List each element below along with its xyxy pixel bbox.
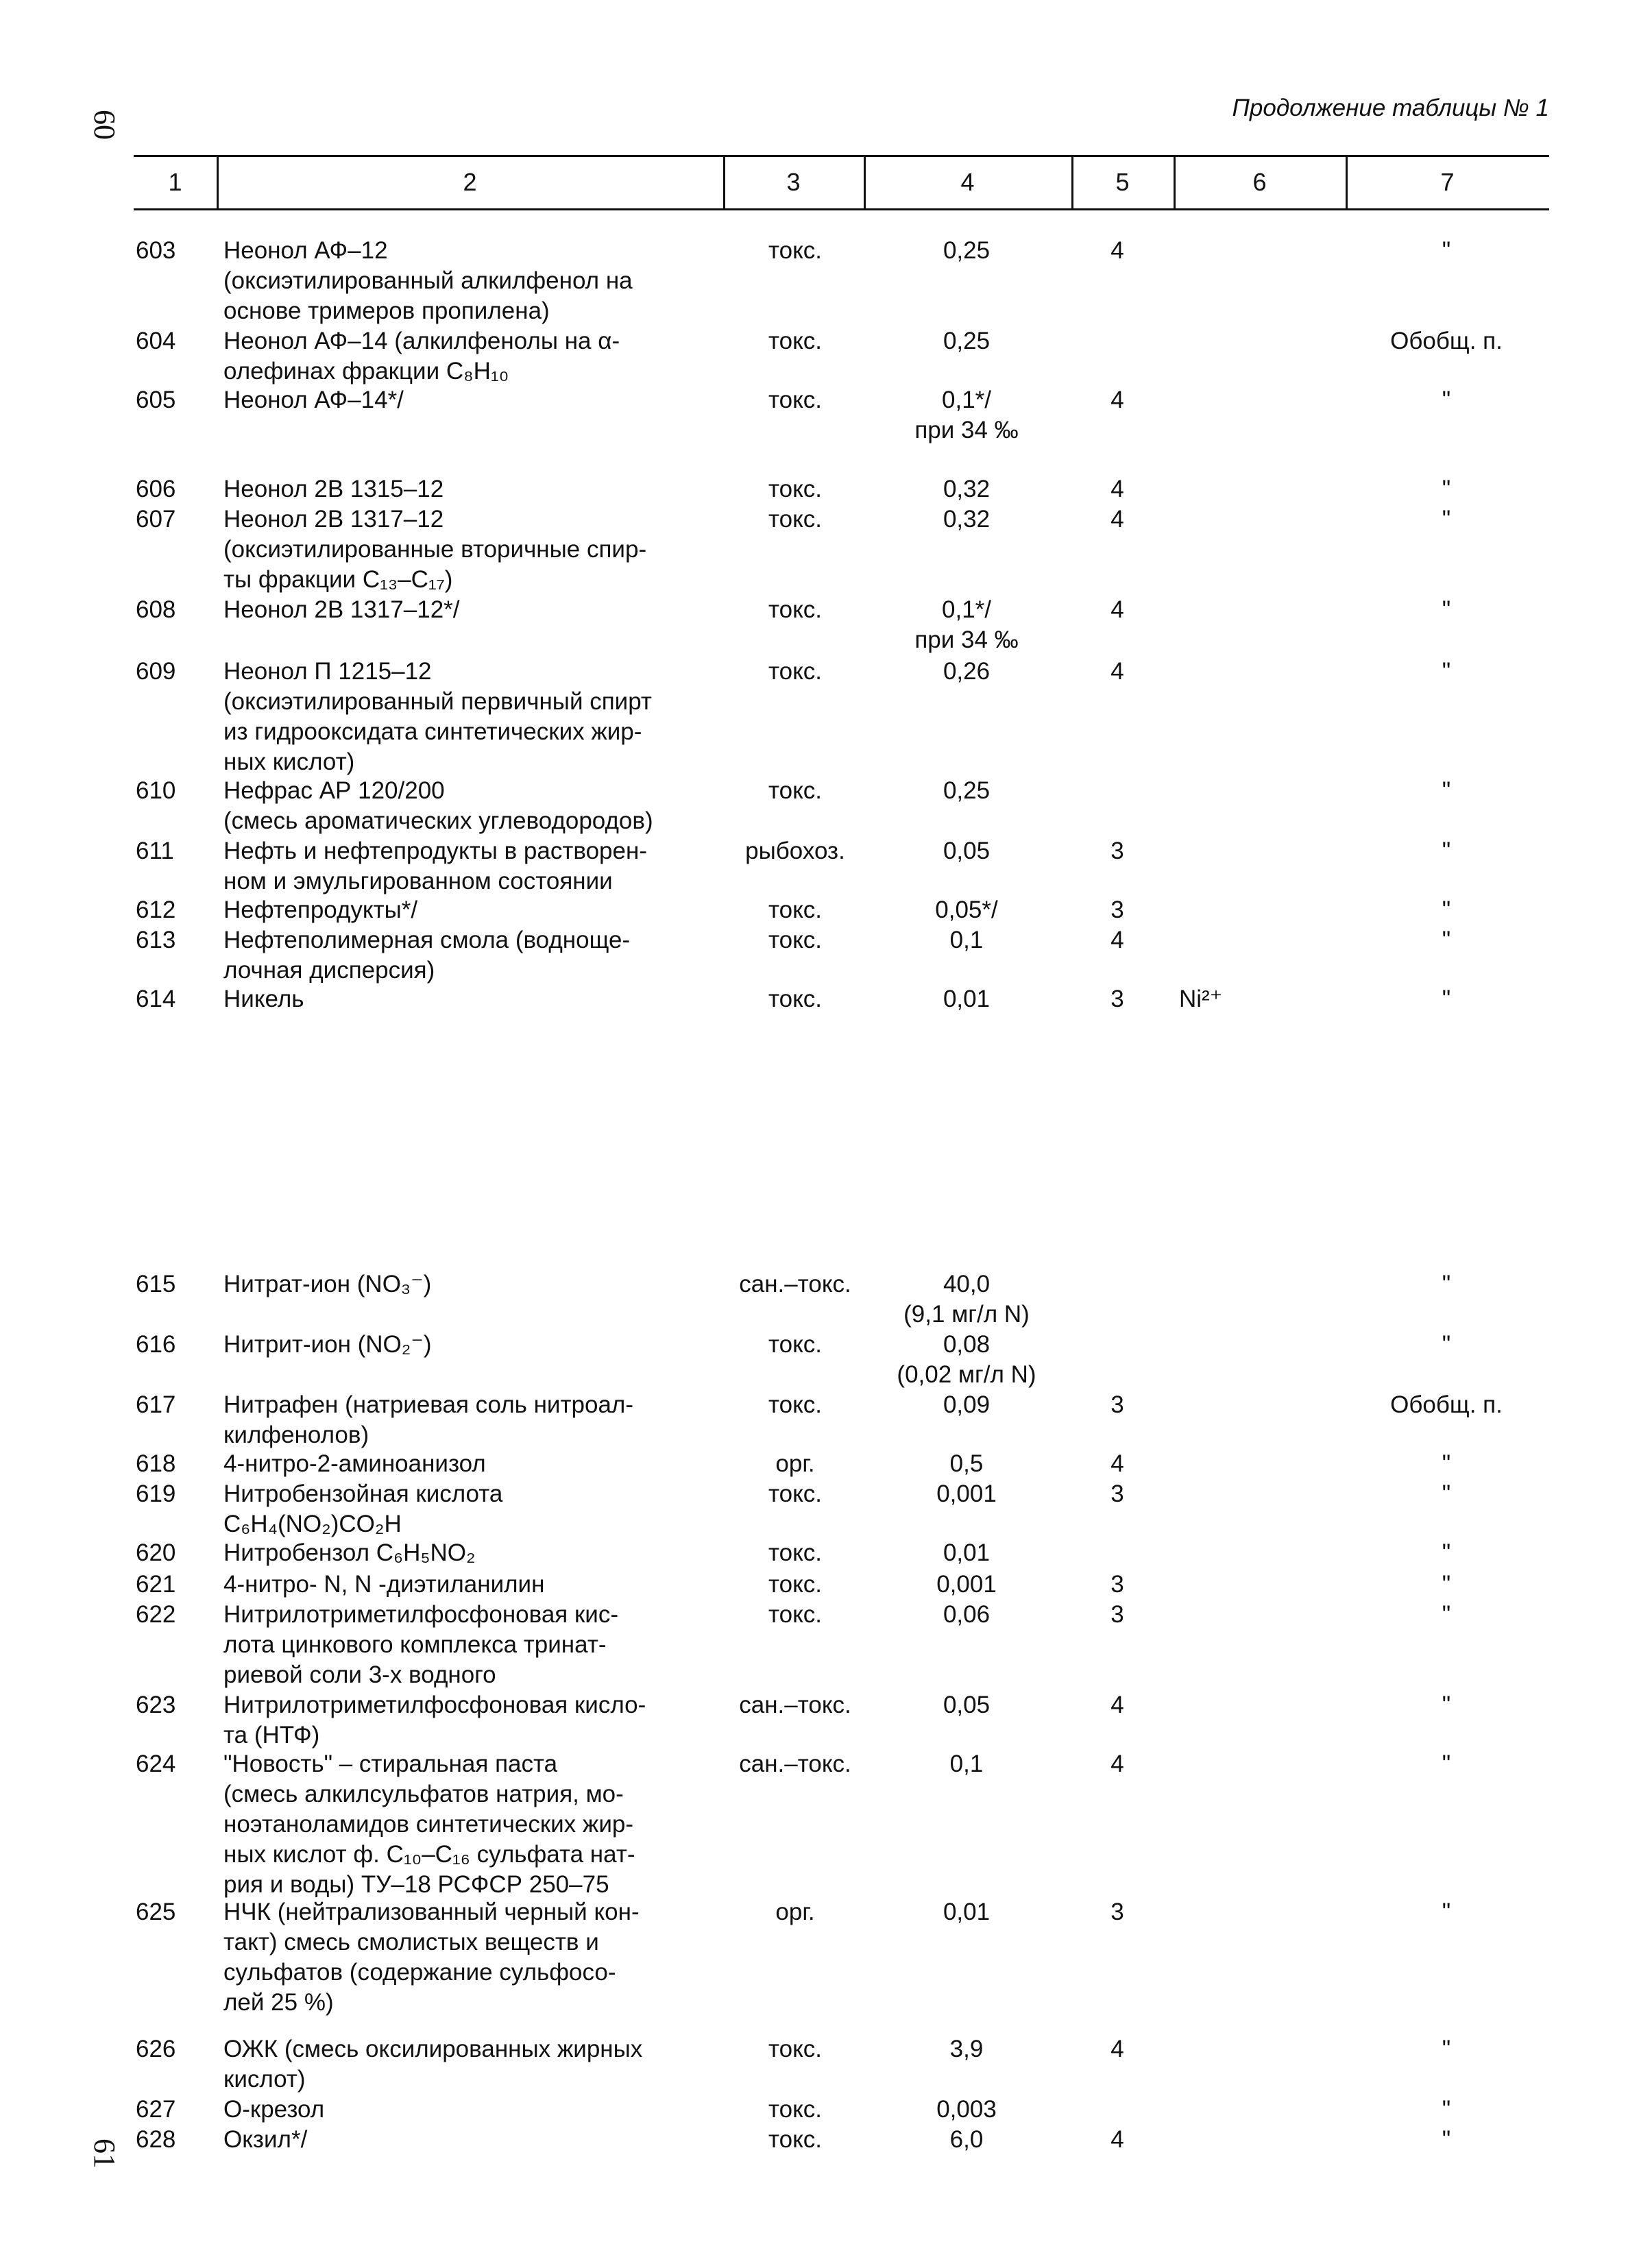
hazard-class: 4	[1110, 2036, 1124, 2062]
hazard-class: 4	[1110, 596, 1124, 623]
row-number: 627	[136, 2096, 176, 2123]
page-number-bottom: 61	[88, 2138, 121, 2169]
hazard-indicator: сан.–токс.	[739, 1271, 851, 1297]
method-note: "	[1442, 2126, 1451, 2153]
row-number: 625	[136, 1899, 176, 1925]
hazard-indicator: токс.	[768, 658, 823, 685]
hazard-class: 4	[1110, 2126, 1124, 2153]
method-note: Обобщ. п.	[1390, 328, 1503, 354]
method-note: "	[1442, 506, 1451, 533]
method-note: "	[1442, 1331, 1451, 1358]
concentration-line: 0,05	[943, 1692, 991, 1718]
substance-name-line: Никель	[223, 986, 304, 1012]
concentration-line: 0,25	[943, 328, 991, 354]
method-note: "	[1442, 658, 1451, 685]
hazard-class: 4	[1110, 506, 1124, 533]
substance-name-line: (смесь алкилсульфатов натрия, мо-	[223, 1781, 624, 1807]
substance-name-line: 4-нитро- N, N -диэтиланилин	[223, 1571, 545, 1598]
substance-name	[223, 1538, 717, 1568]
column-header-7: 7	[1440, 168, 1455, 196]
substance-name	[223, 1749, 717, 1900]
hazard-class: 4	[1110, 1450, 1124, 1477]
concentration-line: 0,25	[943, 777, 991, 804]
hazard-indicator: токс.	[768, 777, 823, 804]
substance-name-line: Нитрат-ион (NO₃⁻)	[223, 1271, 432, 1297]
substance-name	[223, 1600, 717, 1690]
substance-name-line: (смесь ароматических углеводородов)	[223, 807, 653, 834]
substance-name-line: Нитрилотриметилфосфоновая кисло-	[223, 1692, 646, 1718]
concentration-value	[864, 1570, 1069, 1600]
header-rule-top	[134, 155, 1549, 157]
substance-name	[223, 1479, 717, 1539]
concentration-value	[864, 1479, 1069, 1509]
hazard-indicator: токс.	[768, 1539, 823, 1566]
substance-name-line: Неонол АФ–14 (алкилфенолы на α-	[223, 328, 620, 354]
concentration-value	[864, 1449, 1069, 1479]
hazard-indicator: токс.	[768, 1571, 823, 1598]
hazard-indicator: токс.	[768, 328, 823, 354]
row-number: 611	[136, 838, 174, 864]
hazard-class: 3	[1110, 1391, 1124, 1418]
concentration-value	[864, 504, 1069, 535]
hazard-class: 3	[1110, 1571, 1124, 1598]
concentration-line: 0,25	[943, 237, 991, 264]
row-number: 616	[136, 1331, 176, 1358]
concentration-line: (0,02 мг/л N)	[897, 1361, 1036, 1388]
substance-name-line: олефинах фракции C₈H₁₀	[223, 358, 509, 385]
row-number: 604	[136, 328, 176, 354]
substance-name-line: Неонол 2В 1317–12	[223, 506, 444, 533]
substance-name-line: основе тримеров пропилена)	[223, 297, 550, 324]
substance-name	[223, 657, 717, 777]
hazard-indicator: сан.–токс.	[739, 1692, 851, 1718]
hazard-indicator: токс.	[768, 506, 823, 533]
substance-name	[223, 1449, 717, 1479]
column-header-3: 3	[786, 168, 801, 196]
concentration-value	[864, 657, 1069, 687]
hazard-class: 3	[1110, 1480, 1124, 1507]
substance-name-line: Неонол 2В 1315–12	[223, 476, 444, 502]
concentration-value	[864, 1269, 1069, 1330]
hazard-indicator: рыбохоз.	[745, 838, 845, 864]
concentration-value	[864, 385, 1069, 446]
row-number: 619	[136, 1480, 176, 1507]
hazard-class: 4	[1110, 237, 1124, 264]
concentration-value	[864, 1330, 1069, 1390]
header-rule-bottom	[134, 208, 1549, 210]
column-header-2: 2	[463, 168, 477, 196]
concentration-value	[864, 895, 1069, 925]
column-header-4: 4	[960, 168, 975, 196]
hazard-indicator: сан.–токс.	[739, 1751, 851, 1777]
substance-name-line: Нитробензойная кислота	[223, 1480, 503, 1507]
concentration-line: при 34 ‰	[914, 417, 1019, 443]
substance-name-line: Неонол 2В 1317–12*/	[223, 596, 460, 623]
hazard-class: 4	[1110, 387, 1124, 413]
hazard-indicator: токс.	[768, 387, 823, 413]
substance-name	[223, 326, 717, 387]
method-note: "	[1442, 1539, 1451, 1566]
concentration-line: при 34 ‰	[914, 626, 1019, 653]
hazard-class: 4	[1110, 476, 1124, 502]
substance-name-line: такт) смесь смолистых веществ и	[223, 1929, 599, 1955]
method-note: "	[1442, 2036, 1451, 2062]
substance-name-line: Нитрилотриметилфосфоновая кис-	[223, 1601, 618, 1628]
concentration-line: 0,32	[943, 476, 991, 502]
column-header-6: 6	[1252, 168, 1267, 196]
hazard-class: 4	[1110, 927, 1124, 953]
substance-name	[223, 504, 717, 595]
row-number: 613	[136, 927, 176, 953]
method-note: "	[1442, 986, 1451, 1012]
row-number: 609	[136, 658, 176, 685]
concentration-line: 0,1*/	[942, 596, 991, 623]
hazard-class: 3	[1110, 897, 1124, 923]
concentration-value	[864, 1538, 1069, 1568]
substance-name	[223, 2034, 717, 2095]
method-note: Обобщ. п.	[1390, 1391, 1503, 1418]
row-number: 626	[136, 2036, 176, 2062]
concentration-value	[864, 236, 1069, 266]
hazard-class: 3	[1110, 1601, 1124, 1628]
method-note: "	[1442, 1601, 1451, 1628]
concentration-value	[864, 836, 1069, 866]
hazard-indicator: токс.	[768, 596, 823, 623]
form-note: Ni²⁺	[1179, 986, 1223, 1012]
substance-name-line: (оксиэтилированный алкилфенол на	[223, 267, 633, 294]
concentration-line: 0,001	[936, 1571, 997, 1598]
substance-name-line: рия и воды) ТУ–18 РСФСР 250–75	[223, 1871, 609, 1898]
substance-name-line: О-крезол	[223, 2096, 325, 2123]
concentration-value	[864, 1690, 1069, 1720]
substance-name-line: Нитрит-ион (NO₂⁻)	[223, 1331, 432, 1358]
concentration-line: 0,08	[943, 1331, 991, 1358]
concentration-line: 0,09	[943, 1391, 991, 1418]
hazard-class: 3	[1110, 838, 1124, 864]
substance-name-line: ноэтаноламидов синтетических жир-	[223, 1811, 633, 1838]
hazard-class: 4	[1110, 1692, 1124, 1718]
hazard-indicator: токс.	[768, 237, 823, 264]
substance-name	[223, 925, 717, 986]
concentration-value	[864, 1749, 1069, 1779]
method-note: "	[1442, 476, 1451, 502]
hazard-indicator: токс.	[768, 1601, 823, 1628]
row-number: 610	[136, 777, 176, 804]
substance-name-line: Нефтеполимерная смола (водноще-	[223, 927, 631, 953]
substance-name	[223, 385, 717, 415]
substance-name	[223, 1269, 717, 1300]
concentration-line: (9,1 мг/л N)	[903, 1301, 1030, 1328]
concentration-value	[864, 2034, 1069, 2064]
hazard-class: 3	[1110, 1899, 1124, 1925]
concentration-line: 0,003	[936, 2096, 997, 2123]
hazard-indicator: токс.	[768, 1331, 823, 1358]
row-number: 623	[136, 1692, 176, 1718]
hazard-indicator: орг.	[775, 1450, 815, 1477]
substance-name-line: НЧК (нейтрализованный черный кон-	[223, 1899, 640, 1925]
hazard-indicator: токс.	[768, 1391, 823, 1418]
substance-name	[223, 776, 717, 836]
concentration-line: 0,1*/	[942, 387, 991, 413]
substance-name-line: Нефрас АР 120/200	[223, 777, 445, 804]
hazard-indicator: токс.	[768, 927, 823, 953]
page-number-top: 60	[88, 110, 121, 140]
concentration-value	[864, 1897, 1069, 1927]
concentration-line: 40,0	[943, 1271, 991, 1297]
substance-name-line: Неонол П 1215–12	[223, 658, 432, 685]
row-number: 620	[136, 1539, 176, 1566]
concentration-value	[864, 326, 1069, 356]
substance-name-line: Нитробензол C₆H₅NO₂	[223, 1539, 476, 1566]
row-number: 618	[136, 1450, 176, 1477]
concentration-line: 0,01	[943, 986, 991, 1012]
hazard-indicator: орг.	[775, 1899, 815, 1925]
row-number: 603	[136, 237, 176, 264]
concentration-value	[864, 474, 1069, 504]
substance-name-line: ных кислот ф. C₁₀–C₁₆ сульфата нат-	[223, 1841, 635, 1868]
hazard-indicator: токс.	[768, 897, 823, 923]
concentration-line: 0,1	[949, 927, 984, 953]
concentration-value	[864, 776, 1069, 806]
substance-name-line: лота цинкового комплекса тринат-	[223, 1631, 607, 1658]
substance-name-line: лей 25 %)	[223, 1989, 334, 2016]
row-number: 628	[136, 2126, 176, 2153]
concentration-value	[864, 2095, 1069, 2125]
substance-name-line: килфенолов)	[223, 1422, 369, 1448]
method-note: "	[1442, 777, 1451, 804]
row-number: 607	[136, 506, 176, 533]
concentration-line: 0,06	[943, 1601, 991, 1628]
substance-name	[223, 1330, 717, 1360]
substance-name	[223, 236, 717, 326]
concentration-line: 0,001	[936, 1480, 997, 1507]
concentration-value	[864, 984, 1069, 1014]
concentration-value	[864, 595, 1069, 655]
substance-name	[223, 1570, 717, 1600]
substance-name-line: кислот)	[223, 2066, 306, 2093]
substance-name-line: (оксиэтилированные вторичные спир-	[223, 536, 647, 563]
concentration-line: 0,01	[943, 1539, 991, 1566]
method-note: "	[1442, 387, 1451, 413]
concentration-line: 6,0	[949, 2126, 984, 2153]
substance-name-line: риевой соли 3-х водного	[223, 1661, 496, 1688]
concentration-line: 0,05*/	[935, 897, 998, 923]
concentration-value	[864, 925, 1069, 955]
method-note: "	[1442, 596, 1451, 623]
substance-name-line: ных кислот)	[223, 748, 355, 775]
substance-name-line: Нитрафен (натриевая соль нитроал-	[223, 1391, 633, 1418]
table-caption: Продолжение таблицы № 1	[1232, 95, 1549, 121]
hazard-class: 3	[1110, 986, 1124, 1012]
substance-name-line: Окзил*/	[223, 2126, 308, 2153]
row-number: 617	[136, 1391, 176, 1418]
method-note: "	[1442, 897, 1451, 923]
substance-name	[223, 2125, 717, 2155]
hazard-indicator: токс.	[768, 476, 823, 502]
substance-name	[223, 1690, 717, 1751]
substance-name-line: Нефтепродукты*/	[223, 897, 418, 923]
substance-name	[223, 595, 717, 625]
substance-name	[223, 895, 717, 925]
substance-name	[223, 2095, 717, 2125]
substance-name-line: Неонол АФ–14*/	[223, 387, 404, 413]
row-number: 621	[136, 1571, 176, 1598]
row-number: 605	[136, 387, 176, 413]
row-number: 608	[136, 596, 176, 623]
concentration-value	[864, 1390, 1069, 1420]
substance-name-line: ОЖК (смесь оксилированных жирных	[223, 2036, 643, 2062]
hazard-indicator: токс.	[768, 986, 823, 1012]
concentration-line: 0,32	[943, 506, 991, 533]
method-note: "	[1442, 1692, 1451, 1718]
hazard-class: 4	[1110, 1751, 1124, 1777]
hazard-indicator: токс.	[768, 2096, 823, 2123]
substance-name-line: лочная дисперсия)	[223, 957, 435, 984]
concentration-value	[864, 1600, 1069, 1630]
substance-name-line: (оксиэтилированный первичный спирт	[223, 688, 652, 715]
substance-name	[223, 1897, 717, 2018]
row-number: 622	[136, 1601, 176, 1628]
method-note: "	[1442, 2096, 1451, 2123]
method-note: "	[1442, 1899, 1451, 1925]
method-note: "	[1442, 1450, 1451, 1477]
method-note: "	[1442, 1751, 1451, 1777]
hazard-indicator: токс.	[768, 1480, 823, 1507]
row-number: 606	[136, 476, 176, 502]
substance-name-line: Нефть и нефтепродукты в растворен-	[223, 838, 647, 864]
substance-name-line: та (НТФ)	[223, 1722, 320, 1748]
column-header-1: 1	[168, 168, 182, 196]
substance-name-line: из гидрооксидата синтетических жир-	[223, 718, 642, 745]
concentration-line: 0,5	[949, 1450, 984, 1477]
concentration-line: 0,1	[949, 1751, 984, 1777]
concentration-line: 0,26	[943, 658, 991, 685]
hazard-class: 4	[1110, 658, 1124, 685]
method-note: "	[1442, 237, 1451, 264]
row-number: 612	[136, 897, 176, 923]
row-number: 624	[136, 1751, 176, 1777]
method-note: "	[1442, 1571, 1451, 1598]
substance-name-line: ном и эмульгированном состоянии	[223, 868, 613, 894]
substance-name-line: Неонол АФ–12	[223, 237, 388, 264]
method-note: "	[1442, 1271, 1451, 1297]
substance-name-line: C₆H₄(NO₂)CO₂H	[223, 1511, 402, 1537]
substance-name-line: сульфатов (содержание сульфосо-	[223, 1959, 616, 1986]
method-note: "	[1442, 927, 1451, 953]
concentration-value	[864, 2125, 1069, 2155]
column-header-5: 5	[1115, 168, 1130, 196]
substance-name	[223, 836, 717, 897]
hazard-indicator: токс.	[768, 2126, 823, 2153]
concentration-line: 0,01	[943, 1899, 991, 1925]
substance-name	[223, 984, 717, 1014]
concentration-line: 0,05	[943, 838, 991, 864]
row-number: 615	[136, 1271, 176, 1297]
substance-name-line: "Новость" – стиральная паста	[223, 1751, 558, 1777]
concentration-line: 3,9	[949, 2036, 984, 2062]
row-number: 614	[136, 986, 176, 1012]
method-note: "	[1442, 838, 1451, 864]
substance-name-line: 4-нитро-2-аминоанизол	[223, 1450, 486, 1477]
hazard-indicator: токс.	[768, 2036, 823, 2062]
substance-name	[223, 474, 717, 504]
method-note: "	[1442, 1480, 1451, 1507]
substance-name-line: ты фракции C₁₃–C₁₇)	[223, 566, 453, 593]
substance-name	[223, 1390, 717, 1450]
